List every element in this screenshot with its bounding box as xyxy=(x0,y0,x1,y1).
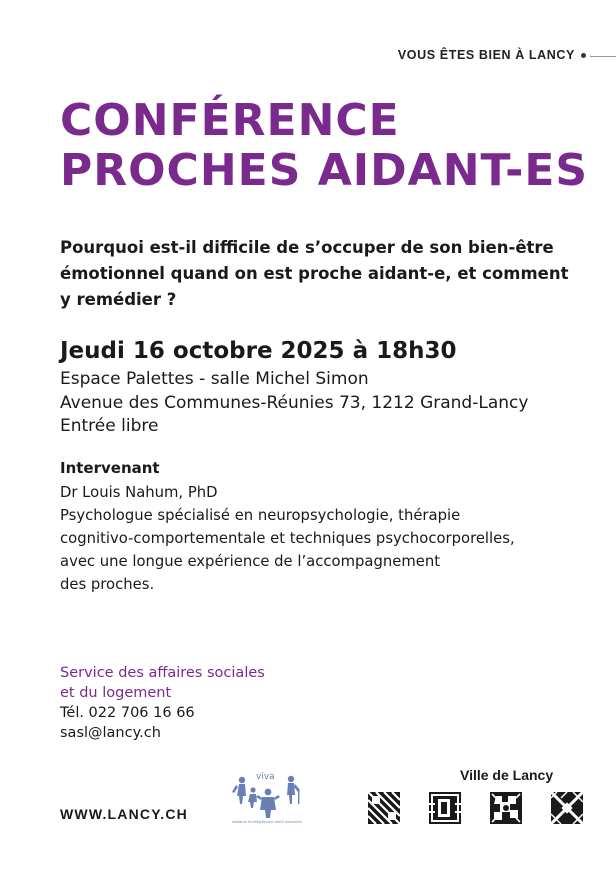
speaker-block xyxy=(60,481,580,596)
event-address: Avenue des Communes-Réunies 73, 1212 Grand-Lancy xyxy=(60,392,529,413)
speaker-heading: Intervenant xyxy=(60,459,160,477)
lancy-crests xyxy=(368,792,583,824)
tagline-text: VOUS ÊTES BIEN À LANCY xyxy=(397,48,575,62)
crest-icon xyxy=(429,792,461,824)
event-venue-block xyxy=(60,368,528,439)
viva-figures-icon xyxy=(232,776,300,818)
tagline-divider xyxy=(590,56,616,57)
ville-de-lancy-logo-text: Ville de Lancy xyxy=(460,767,554,783)
crest-icon xyxy=(368,792,400,824)
title-line-2: PROCHES AIDANT-ES xyxy=(60,145,589,196)
speaker-bio-line: avec une longue expérience de l’accompagnement xyxy=(60,553,441,570)
service-name-line-1: Service des affaires sociales xyxy=(60,665,265,681)
service-name-line-2: et du logement xyxy=(60,685,172,701)
viva-label: viva xyxy=(256,772,275,782)
viva-subtitle: solidaires et intégrés pour vieillir autrement xyxy=(232,820,302,824)
contact-block xyxy=(60,663,265,743)
website-link[interactable]: WWW.LANCY.CH xyxy=(60,806,188,822)
viva-logo xyxy=(232,770,302,826)
crest-icon xyxy=(551,792,583,824)
speaker-bio-line: cognitivo-comportementale et techniques psychocorporelles, xyxy=(60,530,515,547)
tagline xyxy=(398,48,586,62)
speaker-bio-line: des proches. xyxy=(60,576,155,593)
speaker-name: Dr Louis Nahum, PhD xyxy=(60,484,218,501)
page-title xyxy=(60,96,588,196)
contact-email: sasl@lancy.ch xyxy=(60,725,161,741)
dot-icon xyxy=(581,53,586,58)
contact-phone: Tél. 022 706 16 66 xyxy=(60,705,195,721)
event-venue: Espace Palettes - salle Michel Simon xyxy=(60,369,369,389)
event-entry: Entrée libre xyxy=(60,416,159,436)
speaker-bio-line: Psychologue spécialisé en neuropsychologie, thérapie xyxy=(60,507,461,524)
event-date: Jeudi 16 octobre 2025 à 18h30 xyxy=(60,338,457,364)
intro-question: Pourquoi est-il difficile de s’occuper de son bien-être émotionnel quand on est proche aidant-e, et comment y remédier ? xyxy=(60,238,569,309)
title-line-1: CONFÉRENCE xyxy=(60,95,400,146)
crest-icon xyxy=(490,792,522,824)
